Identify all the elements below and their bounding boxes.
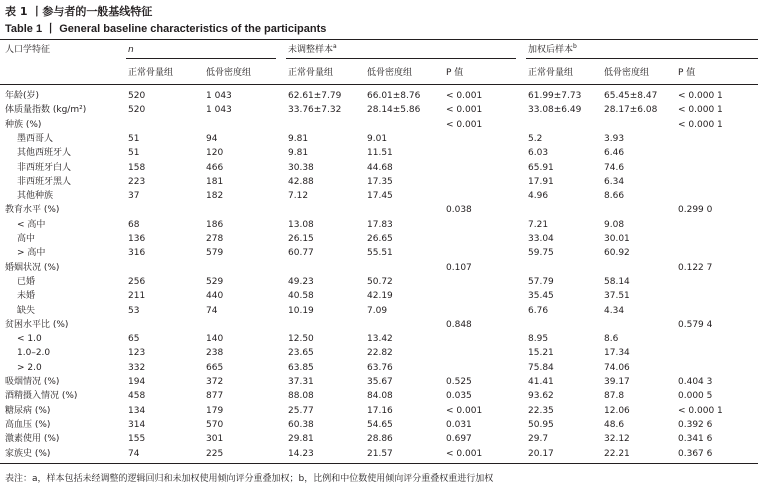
header-unadj-low: 低骨密度组 — [367, 68, 413, 78]
cell-unadj-normal: 26.15 — [288, 234, 314, 244]
cell-unadj-p: < 0.001 — [446, 405, 483, 416]
cell-n-low: 179 — [206, 405, 224, 416]
cell-n-normal: 65 — [128, 334, 140, 345]
cell-n-normal: 51 — [128, 133, 140, 144]
table-row — [0, 389, 758, 403]
header-bottom-rule — [0, 84, 758, 85]
cell-unadj-p: 0.107 — [446, 262, 472, 273]
cell-unadj-p: < 0.001 — [446, 91, 483, 101]
cell-unadj-normal: 40.58 — [288, 291, 314, 302]
cell-unadj-low: 66.01±8.76 — [367, 91, 421, 101]
cell-w-p: < 0.000 1 — [678, 405, 723, 416]
table-row — [0, 447, 758, 461]
table-bottom-rule — [0, 463, 758, 464]
row-label: 非西班牙黑人 — [17, 176, 72, 187]
cell-unadj-low: 63.76 — [367, 362, 393, 373]
cell-w-normal: 8.95 — [528, 334, 549, 345]
cell-w-low: 87.8 — [604, 391, 625, 402]
cell-unadj-normal: 88.08 — [288, 391, 314, 402]
cell-unadj-low: 84.08 — [367, 391, 393, 402]
cell-w-low: 6.46 — [604, 148, 625, 159]
header-rule-weighted — [526, 58, 758, 59]
cell-w-p: < 0.000 1 — [678, 119, 723, 130]
table-row — [0, 146, 758, 160]
cell-n-normal: 223 — [128, 176, 146, 187]
row-label: > 2.0 — [17, 362, 42, 373]
cell-unadj-normal: 29.81 — [288, 434, 314, 445]
cell-n-low: 877 — [206, 391, 224, 402]
cell-unadj-normal: 7.12 — [288, 191, 309, 202]
cell-unadj-low: 42.19 — [367, 291, 393, 302]
cell-unadj-p: 0.697 — [446, 434, 472, 445]
cell-w-normal: 75.84 — [528, 362, 554, 373]
row-label: 已婚 — [17, 276, 36, 287]
header-unadj-normal: 正常骨量组 — [288, 68, 334, 78]
row-label: < 高中 — [17, 219, 46, 230]
cell-w-low: 37.51 — [604, 291, 630, 302]
cell-unadj-low: 17.16 — [367, 405, 393, 416]
cell-unadj-low: 50.72 — [367, 276, 393, 287]
cell-unadj-p: 0.848 — [446, 319, 472, 330]
cell-unadj-low: 28.86 — [367, 434, 393, 445]
cell-w-normal: 4.96 — [528, 191, 549, 202]
header-n: n — [128, 45, 134, 55]
cell-n-low: 181 — [206, 176, 224, 187]
cell-unadj-low: 11.51 — [367, 148, 393, 159]
cell-n-normal: 520 — [128, 91, 146, 101]
header-unadj-p: P 值 — [446, 68, 464, 78]
cell-w-normal: 22.35 — [528, 405, 554, 416]
table-row — [0, 261, 758, 275]
cell-w-low: 60.92 — [604, 248, 630, 259]
row-label: 激素使用 (%) — [5, 434, 60, 445]
cell-n-normal: 134 — [128, 405, 146, 416]
cell-unadj-low: 17.35 — [367, 176, 393, 187]
table-row — [0, 203, 758, 217]
header-rule-n — [126, 58, 276, 59]
cell-w-low: 3.93 — [604, 133, 625, 144]
table-row — [0, 318, 758, 332]
cell-unadj-normal: 42.88 — [288, 176, 314, 187]
table-row — [0, 418, 758, 432]
cell-unadj-low: 35.67 — [367, 377, 393, 387]
cell-unadj-normal: 9.81 — [288, 148, 309, 159]
table-caption-en: Table 1 丨 General baseline characteristics of the participants — [5, 23, 327, 35]
table-row — [0, 346, 758, 360]
cell-unadj-low: 54.65 — [367, 419, 393, 430]
cell-unadj-normal: 49.23 — [288, 276, 314, 287]
row-label: 年龄(岁) — [5, 91, 40, 101]
cell-n-low: 238 — [206, 348, 224, 359]
cell-n-low: 120 — [206, 148, 224, 159]
cell-n-normal: 158 — [128, 162, 146, 173]
row-label: 婚姻状况 (%) — [5, 262, 60, 273]
cell-unadj-p: 0.525 — [446, 377, 472, 387]
row-label: 未婚 — [17, 291, 36, 302]
cell-n-normal: 520 — [128, 105, 146, 116]
cell-n-normal: 316 — [128, 248, 146, 259]
cell-w-normal: 59.75 — [528, 248, 554, 259]
table-caption-cn: 表 1 丨参与者的一般基线特征 — [5, 5, 153, 18]
cell-w-p: 0.404 3 — [678, 377, 713, 387]
cell-unadj-normal: 62.61±7.79 — [288, 91, 342, 101]
table-row — [0, 132, 758, 146]
cell-w-p: 0.367 6 — [678, 448, 713, 459]
cell-n-normal: 458 — [128, 391, 146, 402]
cell-unadj-p: 0.031 — [446, 419, 472, 430]
cell-unadj-p: < 0.001 — [446, 105, 483, 116]
cell-w-low: 74.6 — [604, 162, 625, 173]
header-unadjusted: 未调整样本$^a$ — [288, 43, 337, 55]
cell-n-normal: 123 — [128, 348, 146, 359]
cell-n-low: 440 — [206, 291, 224, 302]
cell-w-low: 48.6 — [604, 419, 625, 430]
cell-unadj-normal: 37.31 — [288, 377, 314, 387]
cell-n-low: 225 — [206, 448, 224, 459]
row-label: 糖尿病 (%) — [5, 405, 51, 416]
cell-w-normal: 33.04 — [528, 234, 554, 244]
cell-w-normal: 6.03 — [528, 148, 549, 159]
row-label: 体质量指数 (kg/m²) — [5, 105, 87, 116]
cell-w-low: 6.34 — [604, 176, 625, 187]
cell-w-normal: 65.91 — [528, 162, 554, 173]
row-label: > 高中 — [17, 248, 46, 259]
table-row — [0, 289, 758, 303]
cell-unadj-p: < 0.001 — [446, 119, 483, 130]
cell-unadj-p: < 0.001 — [446, 448, 483, 459]
cell-n-low: 74 — [206, 305, 218, 316]
cell-w-p: 0.000 5 — [678, 391, 713, 402]
header-n-low: 低骨密度组 — [206, 68, 252, 78]
table-row — [0, 432, 758, 446]
row-label: 1.0–2.0 — [17, 348, 51, 359]
cell-w-normal: 5.2 — [528, 133, 543, 144]
table-row — [0, 361, 758, 375]
cell-unadj-normal: 33.76±7.32 — [288, 105, 342, 116]
cell-n-low: 570 — [206, 419, 224, 430]
header-weighted: 加权后样本$^b$ — [528, 43, 577, 55]
table-row — [0, 275, 758, 289]
row-label: 其他西班牙人 — [17, 148, 72, 159]
table-row — [0, 246, 758, 260]
cell-w-normal: 17.91 — [528, 176, 554, 187]
table-row — [0, 189, 758, 203]
cell-w-normal: 35.45 — [528, 291, 554, 302]
cell-w-low: 17.34 — [604, 348, 630, 359]
row-label: 墨西哥人 — [17, 133, 54, 144]
table-row — [0, 161, 758, 175]
cell-unadj-normal: 23.65 — [288, 348, 314, 359]
cell-w-low: 9.08 — [604, 219, 625, 230]
cell-w-low: 74.06 — [604, 362, 630, 373]
cell-unadj-normal: 10.19 — [288, 305, 314, 316]
cell-unadj-normal: 12.50 — [288, 334, 314, 345]
table-top-rule — [0, 39, 758, 40]
cell-unadj-low: 22.82 — [367, 348, 393, 359]
cell-w-p: 0.392 6 — [678, 419, 713, 430]
row-label: < 1.0 — [17, 334, 42, 345]
cell-unadj-normal: 25.77 — [288, 405, 314, 416]
cell-w-normal: 29.7 — [528, 434, 549, 445]
cell-unadj-low: 9.01 — [367, 133, 388, 144]
cell-n-normal: 211 — [128, 291, 146, 302]
cell-w-p: 0.299 0 — [678, 205, 713, 216]
cell-n-normal: 155 — [128, 434, 146, 445]
cell-unadj-normal: 60.77 — [288, 248, 314, 259]
cell-w-low: 28.17±6.08 — [604, 105, 658, 116]
cell-unadj-low: 21.57 — [367, 448, 393, 459]
cell-unadj-low: 28.14±5.86 — [367, 105, 421, 116]
cell-n-normal: 51 — [128, 148, 140, 159]
table-row — [0, 175, 758, 189]
cell-unadj-low: 26.65 — [367, 234, 393, 244]
table-row — [0, 304, 758, 318]
cell-unadj-p: 0.035 — [446, 391, 472, 402]
cell-n-low: 140 — [206, 334, 224, 345]
row-label: 种族 (%) — [5, 119, 42, 130]
cell-n-low: 665 — [206, 362, 224, 373]
cell-n-normal: 136 — [128, 234, 146, 244]
cell-w-low: 8.6 — [604, 334, 619, 345]
row-label: 缺失 — [17, 305, 36, 316]
table-row — [0, 404, 758, 418]
cell-w-normal: 41.41 — [528, 377, 554, 387]
row-label: 高血压 (%) — [5, 419, 51, 430]
cell-w-low: 32.12 — [604, 434, 630, 445]
cell-unadj-normal: 13.08 — [288, 219, 314, 230]
cell-n-normal: 68 — [128, 219, 140, 230]
cell-n-normal: 332 — [128, 362, 146, 373]
cell-n-normal: 314 — [128, 419, 146, 430]
cell-unadj-low: 44.68 — [367, 162, 393, 173]
table-row — [0, 118, 758, 132]
header-w-low: 低骨密度组 — [604, 68, 650, 78]
cell-w-normal: 20.17 — [528, 448, 554, 459]
header-w-normal: 正常骨量组 — [528, 68, 574, 78]
cell-unadj-low: 13.42 — [367, 334, 393, 345]
cell-w-normal: 6.76 — [528, 305, 549, 316]
cell-unadj-low: 17.45 — [367, 191, 393, 202]
cell-w-p: 0.341 6 — [678, 434, 713, 445]
cell-unadj-normal: 9.81 — [288, 133, 309, 144]
cell-w-normal: 50.95 — [528, 419, 554, 430]
cell-n-low: 579 — [206, 248, 224, 259]
cell-w-p: < 0.000 1 — [678, 91, 723, 101]
row-label: 高中 — [17, 234, 36, 244]
cell-n-low: 182 — [206, 191, 224, 202]
cell-w-low: 58.14 — [604, 276, 630, 287]
cell-w-p: 0.122 7 — [678, 262, 713, 273]
cell-n-normal: 194 — [128, 377, 146, 387]
cell-n-low: 466 — [206, 162, 224, 173]
cell-w-low: 4.34 — [604, 305, 625, 316]
header-demographic: 人口学特征 — [5, 45, 51, 55]
cell-w-normal: 61.99±7.73 — [528, 91, 582, 101]
row-label: 酒精摄入情况 (%) — [5, 391, 78, 402]
cell-n-normal: 37 — [128, 191, 140, 202]
header-rule-unadjusted — [286, 58, 516, 59]
row-label: 非西班牙白人 — [17, 162, 72, 173]
cell-w-low: 39.17 — [604, 377, 630, 387]
cell-n-low: 372 — [206, 377, 224, 387]
cell-n-low: 278 — [206, 234, 224, 244]
cell-unadj-low: 7.09 — [367, 305, 388, 316]
cell-unadj-normal: 63.85 — [288, 362, 314, 373]
cell-w-normal: 7.21 — [528, 219, 549, 230]
cell-w-normal: 33.08±6.49 — [528, 105, 582, 116]
table-row — [0, 89, 758, 103]
table-row — [0, 375, 758, 389]
table-row — [0, 332, 758, 346]
header-w-p: P 值 — [678, 68, 696, 78]
cell-n-low: 186 — [206, 219, 224, 230]
cell-n-low: 1 043 — [206, 91, 232, 101]
cell-unadj-normal: 14.23 — [288, 448, 314, 459]
cell-unadj-low: 55.51 — [367, 248, 393, 259]
table-footnote: 表注：a，样本包括未经调整的逻辑回归和未加权使用倾向评分重叠加权；b，比例和中位数使用倾向评分重叠权重进行加权 — [5, 474, 494, 484]
table-row — [0, 232, 758, 246]
cell-unadj-normal: 30.38 — [288, 162, 314, 173]
cell-unadj-normal: 60.38 — [288, 419, 314, 430]
cell-n-low: 94 — [206, 133, 218, 144]
cell-n-low: 301 — [206, 434, 224, 445]
row-label: 贫困水平比 (%) — [5, 319, 69, 330]
cell-n-normal: 256 — [128, 276, 146, 287]
row-label: 家族史 (%) — [5, 448, 51, 459]
cell-unadj-low: 17.83 — [367, 219, 393, 230]
cell-w-low: 8.66 — [604, 191, 625, 202]
cell-n-low: 529 — [206, 276, 224, 287]
cell-w-low: 30.01 — [604, 234, 630, 244]
cell-w-low: 12.06 — [604, 405, 630, 416]
cell-n-normal: 74 — [128, 448, 140, 459]
cell-w-normal: 93.62 — [528, 391, 554, 402]
table-row — [0, 218, 758, 232]
table-row — [0, 103, 758, 117]
row-label: 其他种族 — [17, 191, 54, 202]
cell-unadj-p: 0.038 — [446, 205, 472, 216]
cell-w-p: 0.579 4 — [678, 319, 713, 330]
cell-w-low: 22.21 — [604, 448, 630, 459]
row-label: 教育水平 (%) — [5, 205, 60, 216]
cell-w-normal: 15.21 — [528, 348, 554, 359]
cell-w-p: < 0.000 1 — [678, 105, 723, 116]
cell-n-low: 1 043 — [206, 105, 232, 116]
header-n-normal: 正常骨量组 — [128, 68, 174, 78]
cell-w-low: 65.45±8.47 — [604, 91, 658, 101]
cell-w-normal: 57.79 — [528, 276, 554, 287]
cell-n-normal: 53 — [128, 305, 140, 316]
row-label: 吸烟情况 (%) — [5, 377, 60, 387]
